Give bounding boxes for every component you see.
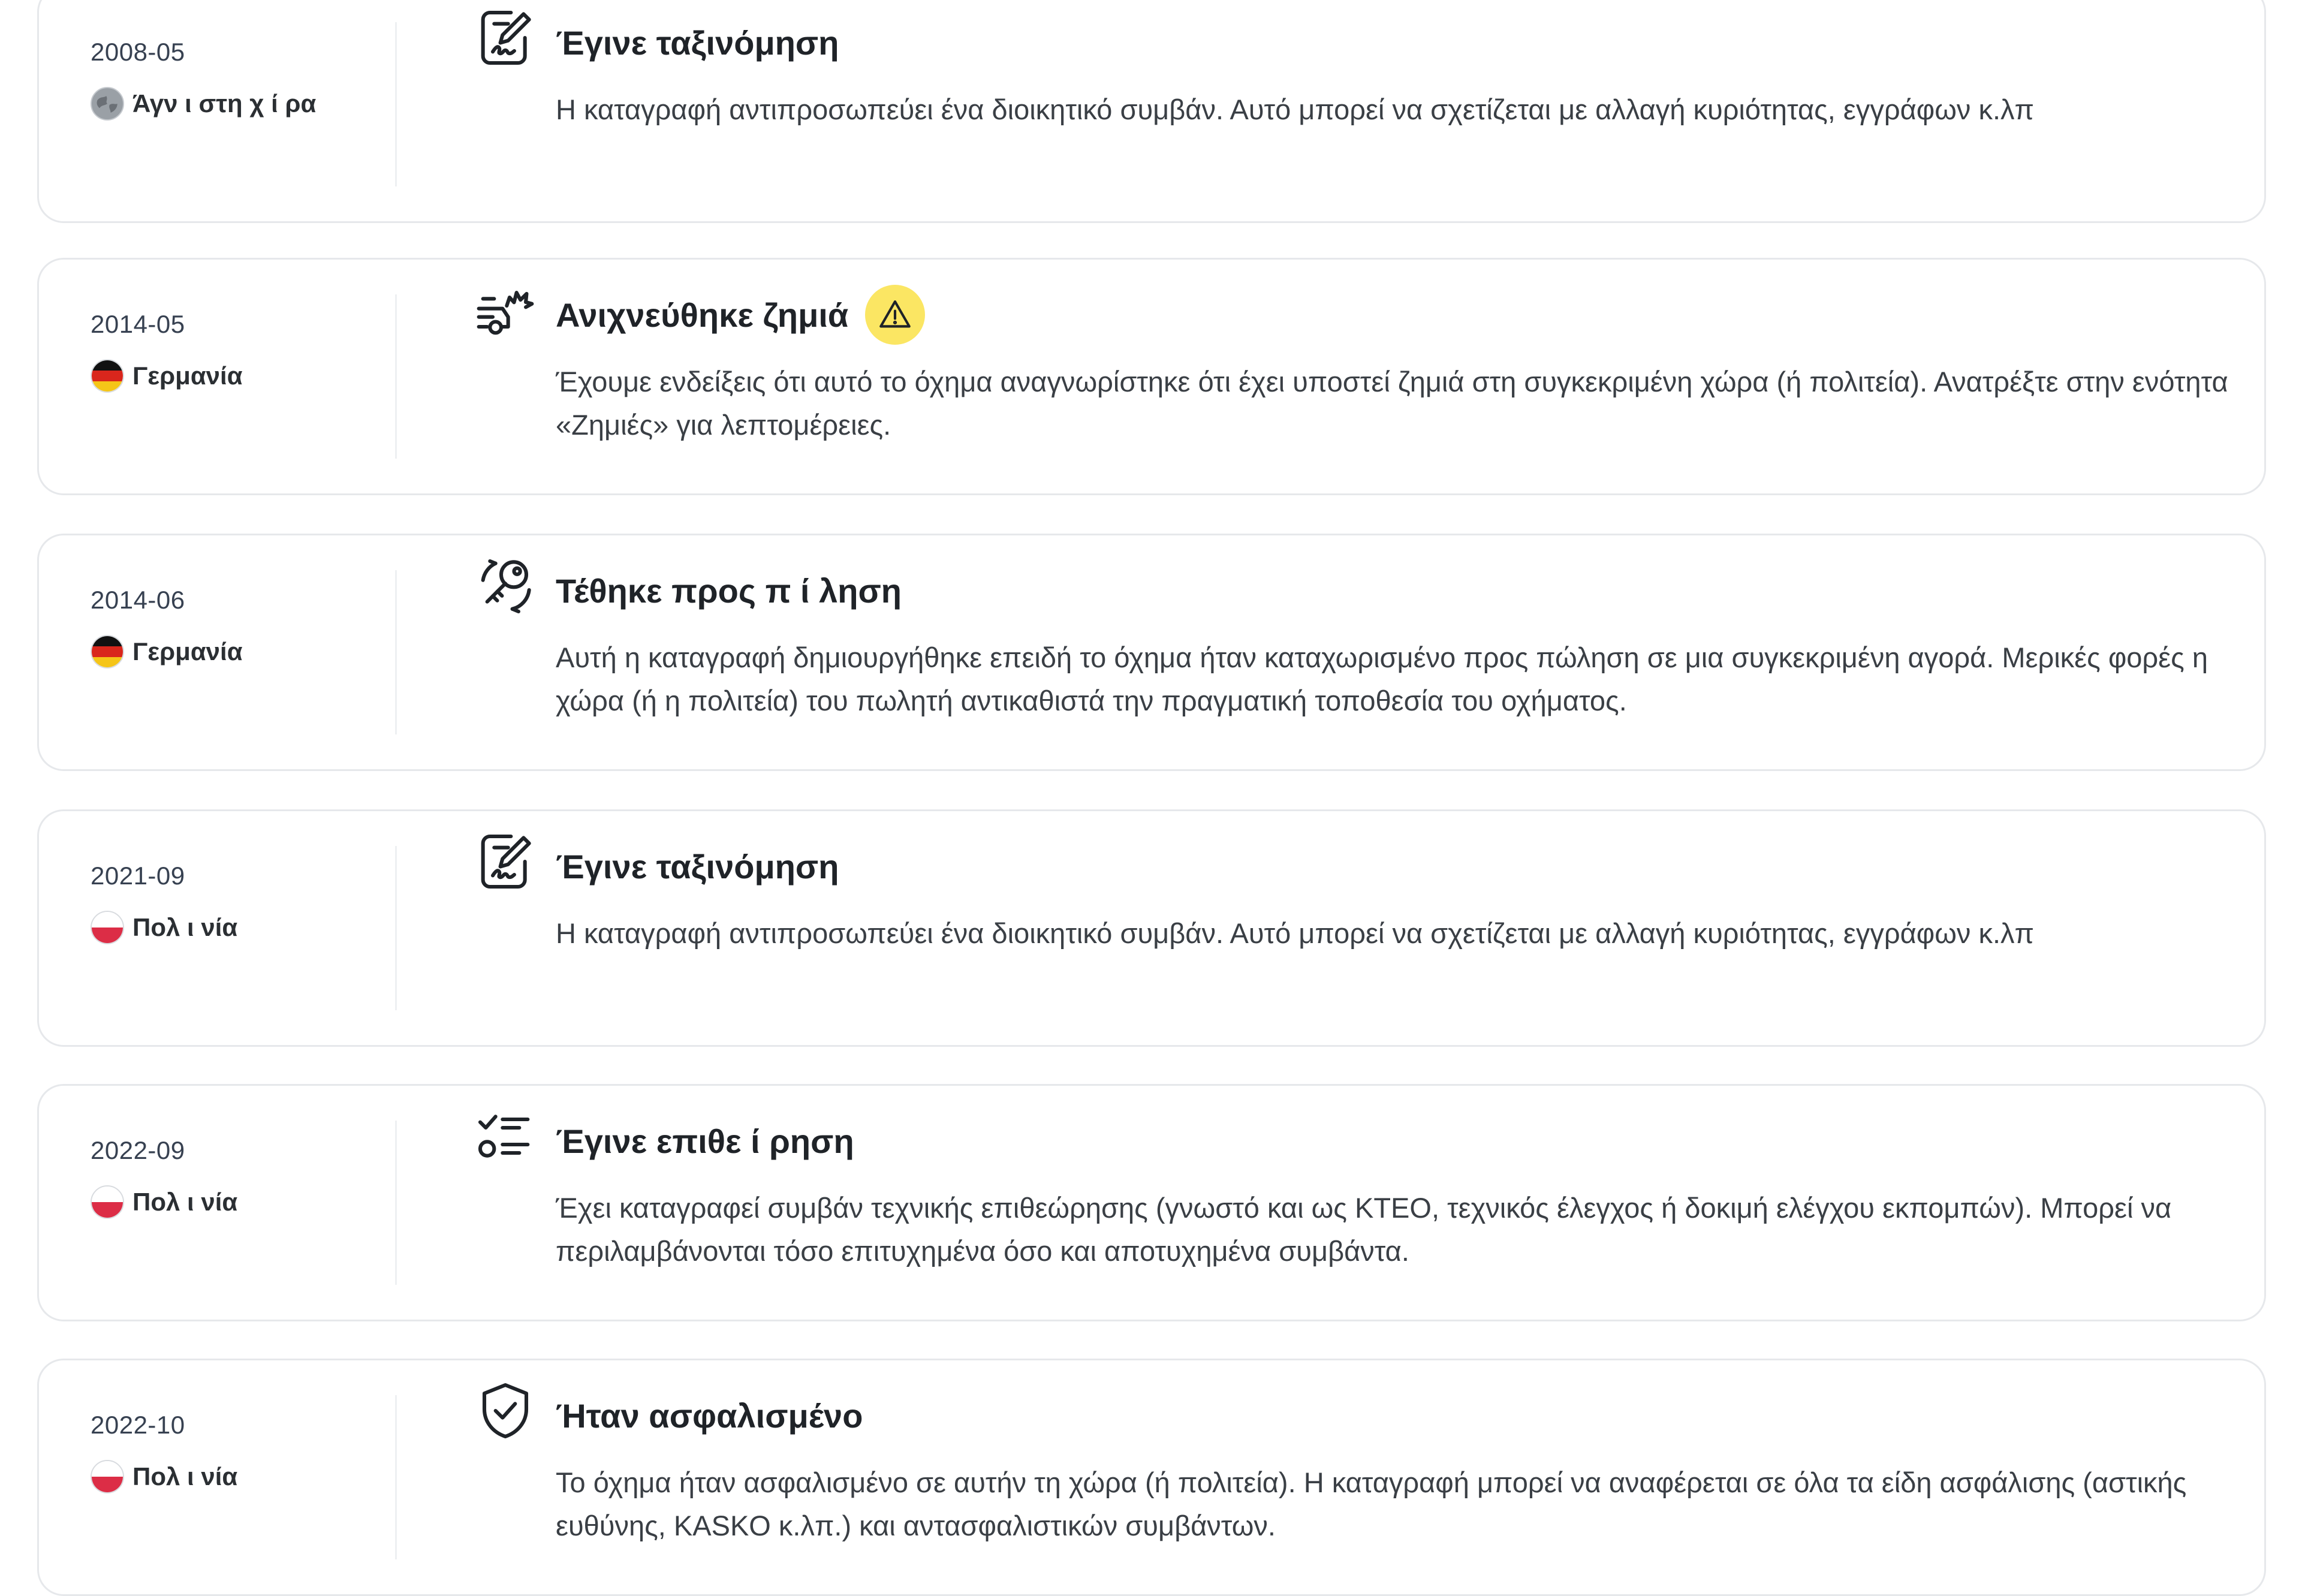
event-title-row xyxy=(556,1117,854,1165)
key-exchange-icon xyxy=(472,552,539,619)
history-event-card xyxy=(37,809,2266,1047)
event-meta xyxy=(91,1086,402,1320)
event-meta xyxy=(91,260,402,493)
event-description: Το όχημα ήταν ασφαλισμένο σε αυτήν τη χώρα (ή πολιτεία). Η καταγραφή μπορεί να αναφέρεται σε όλα τα είδη ασφάλισης (αστικής ευθύνης, KASKO κ.λπ.) και αντασφαλιστικών συμβάντων. xyxy=(556,1466,2187,1541)
event-title: Έγινε επιθε ί ρηση xyxy=(556,1122,854,1160)
event-description: Έχουμε ενδείξεις ότι αυτό το όχημα αναγνωρίστηκε ότι έχει υποστεί ζημιά στη συγκεκριμένη χώρα (ή πολιτεία). Ανατρέξτε στην ενότητα «Ζημιές» για λεπτομέρειες. xyxy=(556,366,2228,441)
event-meta xyxy=(91,811,402,1045)
event-date: 2014-06 xyxy=(91,586,185,614)
flag-poland-icon xyxy=(91,911,124,944)
event-title-row xyxy=(556,567,902,615)
event-country xyxy=(91,358,243,394)
document-sign-icon xyxy=(472,4,539,71)
event-country xyxy=(91,86,316,122)
country-name: Πολ ι νία xyxy=(132,1188,238,1216)
event-date: 2008-05 xyxy=(91,38,185,66)
event-description: Έχει καταγραφεί συμβάν τεχνικής επιθεώρησης (γνωστό και ως ΚΤΕΟ, τεχνικός έλεγχος ή δοκιμή ελέγχου εκπομπών). Μπορεί να περιλαμβάνονται τόσο επιτυχημένα όσο και αποτυχημένα συμβάντα. xyxy=(556,1192,2172,1267)
country-name: Γερμανία xyxy=(132,637,243,665)
column-divider xyxy=(395,1395,397,1559)
event-description: Αυτή η καταγραφή δημιουργήθηκε επειδή το όχημα ήταν καταχωρισμένο προς πώληση σε μια συγκεκριμένη αγορά. Μερικές φορές η χώρα (ή η πολιτεία) του πωλητή αντικαθιστά την πραγματική τοποθεσία του οχήματος. xyxy=(556,642,2208,716)
document-sign-icon xyxy=(472,828,539,895)
event-date: 2022-09 xyxy=(91,1136,185,1164)
shield-check-icon xyxy=(472,1377,539,1444)
history-event-card xyxy=(37,0,2266,223)
event-title-row xyxy=(556,19,839,67)
flag-germany-icon xyxy=(91,359,124,393)
event-country xyxy=(91,910,237,945)
event-title: Έγινε ταξινόμηση xyxy=(556,847,839,886)
event-title-row xyxy=(556,1392,863,1440)
event-title: Έγινε ταξινόμηση xyxy=(556,23,839,62)
column-divider xyxy=(395,22,397,186)
event-country xyxy=(91,1459,237,1495)
car-crash-icon xyxy=(472,276,539,344)
country-name: Γερμανία xyxy=(132,362,243,390)
history-event-card xyxy=(37,258,2266,495)
history-event-card xyxy=(37,1359,2266,1596)
event-country xyxy=(91,1184,237,1220)
column-divider xyxy=(395,570,397,734)
history-event-card xyxy=(37,1084,2266,1321)
flag-poland-icon xyxy=(91,1460,124,1493)
flag-germany-icon xyxy=(91,635,124,668)
column-divider xyxy=(395,294,397,459)
event-date: 2021-09 xyxy=(91,862,185,890)
history-event-card xyxy=(37,534,2266,771)
column-divider xyxy=(395,1121,397,1285)
event-meta xyxy=(91,535,402,769)
event-description: Η καταγραφή αντιπροσωπεύει ένα διοικητικό συμβάν. Αυτό μπορεί να σχετίζεται με αλλαγή κυριότητας, εγγράφων κ.λπ xyxy=(556,917,2034,949)
country-name: Άγν ι στη χ ί ρα xyxy=(132,89,317,118)
country-name: Πολ ι νία xyxy=(132,913,238,941)
event-country xyxy=(91,634,243,670)
event-title: Τέθηκε προς π ί ληση xyxy=(556,571,902,610)
checklist-icon xyxy=(472,1103,539,1170)
flag-poland-icon xyxy=(91,1185,124,1219)
globe-icon xyxy=(91,87,124,121)
event-description: Η καταγραφή αντιπροσωπεύει ένα διοικητικό συμβάν. Αυτό μπορεί να σχετίζεται με αλλαγή κυριότητας, εγγράφων κ.λπ xyxy=(556,94,2034,125)
event-meta xyxy=(91,0,402,221)
country-name: Πολ ι νία xyxy=(132,1462,238,1490)
event-date: 2014-05 xyxy=(91,310,185,338)
event-title: Ήταν ασφαλισμένο xyxy=(556,1396,863,1435)
event-date: 2022-10 xyxy=(91,1411,185,1439)
event-title-row xyxy=(556,291,925,339)
event-title: Ανιχνεύθηκε ζημιά xyxy=(556,296,849,334)
event-title-row xyxy=(556,842,839,890)
warning-icon xyxy=(876,296,914,333)
column-divider xyxy=(395,846,397,1010)
damage-warning-badge[interactable] xyxy=(865,285,925,345)
event-meta xyxy=(91,1360,402,1594)
